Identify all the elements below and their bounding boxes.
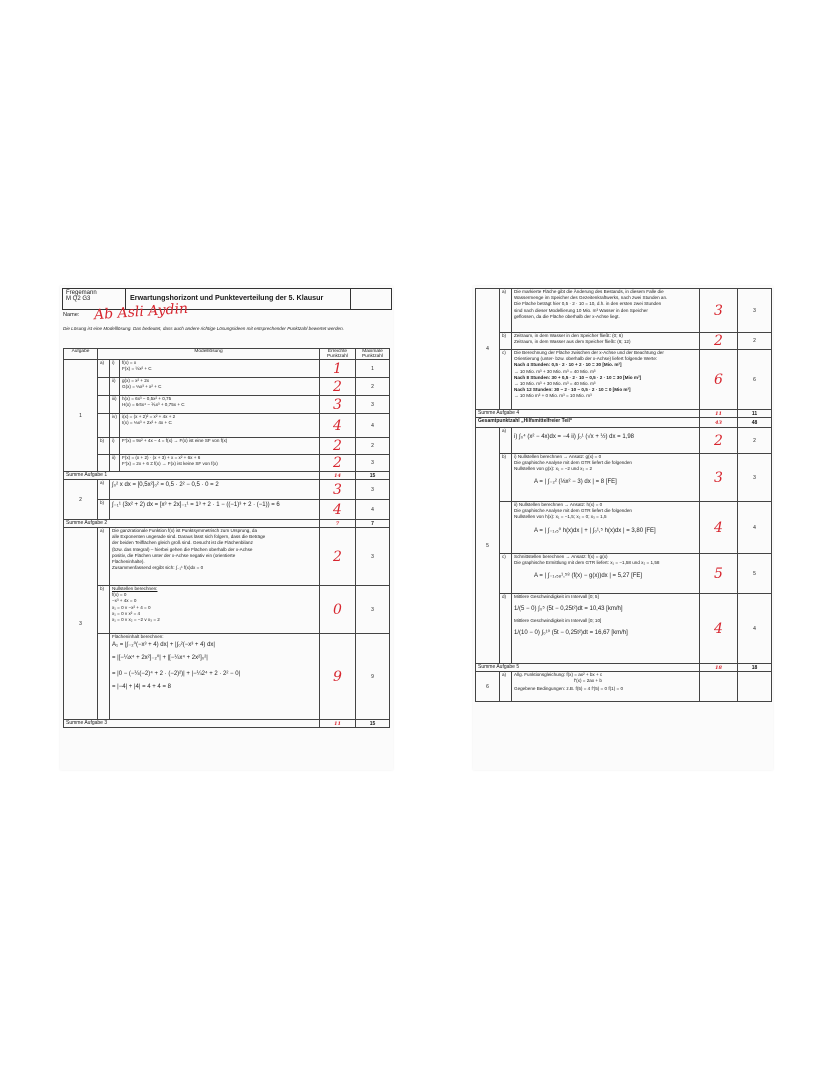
- solution-cell: [512, 428, 700, 454]
- row-label: c): [500, 554, 512, 594]
- sum-label: Summe Aufgabe 2: [64, 520, 320, 528]
- sum-achieved: 14: [320, 472, 356, 480]
- name-label: Name:: [63, 312, 80, 318]
- solution-line: f(x) = x: [122, 360, 137, 365]
- score-achieved: 3: [700, 289, 738, 333]
- score-achieved: 2: [320, 378, 356, 396]
- score-max: 3: [356, 396, 390, 414]
- solution-line: Nullstellen von h(x): x₁ = −1,5; x₂ = 0; x₃ = 1,5: [514, 514, 607, 520]
- sum-max: 15: [356, 472, 390, 480]
- solution-line: = |−4| + |4| = 4 + 4 = 8: [112, 684, 171, 691]
- table-row: [64, 500, 390, 520]
- row-label: a): [98, 360, 110, 378]
- row-sublabel: iv): [110, 414, 120, 438]
- score-achieved: 4: [700, 594, 738, 664]
- right-page: [473, 286, 773, 770]
- solution-line: Die graphische Analyse mit dem GTR liefert die folgenden: [514, 508, 632, 514]
- left-page: [60, 286, 393, 770]
- col-aufgabe: Aufgabe: [64, 349, 98, 360]
- solution-line: = |0 − (−¼(−2)⁴ + 2 · (−2)²)| + |−¼2⁴ + 2 · 2² − 0|: [112, 671, 241, 678]
- score-achieved: 4: [700, 502, 738, 554]
- solution-line: x₁ = 0 v x₂ = −2 v x₃ = 2: [112, 617, 160, 623]
- score-max: 6: [738, 350, 772, 410]
- solution-line: i) ∫₀⁴ (x² − 4x)dx = −4 ii) ∫₀¹ (√x + ½) dx = 1,98: [514, 434, 635, 440]
- solution-cell: [120, 438, 320, 455]
- score-achieved: 4: [320, 500, 356, 520]
- solution-cell: [120, 396, 320, 414]
- row-sublabel: ii): [110, 378, 120, 396]
- solution-line: Nach 8 Stunden: 30 + 0,5 · 2 · 10 − 0,5 · 2 · 10 = 30 [Mio m³]: [514, 374, 642, 380]
- row-label: a): [500, 289, 512, 333]
- solution-line: F'(x) = 2x + 6 ≠ f(x) → F(x) ist keine SF von f(x): [122, 461, 218, 467]
- sum-row: [64, 472, 390, 480]
- score-max: [738, 672, 772, 702]
- row-label: c): [500, 350, 512, 410]
- table-row: [64, 360, 390, 378]
- sum-achieved: 11: [700, 410, 738, 418]
- table-row: [64, 480, 390, 500]
- solution-line: Allg. Funktionsgleichung: f(x) = ax² + bx + c: [514, 672, 603, 677]
- solution-line: Nullstellen von g(x): x₁ = −2 und x₂ = 2: [514, 466, 593, 472]
- solution-line: Zusammenfassend ergibt sich: ∫₋₁¹ f(x)dx = 0: [112, 565, 204, 571]
- sum-max: 11: [738, 410, 772, 418]
- table-row: [64, 455, 390, 472]
- table-row: [476, 333, 772, 350]
- total-max: 48: [738, 418, 772, 428]
- score-achieved: [700, 672, 738, 702]
- row-sublabel: ii): [110, 455, 120, 472]
- score-max: 9: [356, 634, 390, 720]
- solution-line: A = | ∫₋₂² (⅓x² − 3) dx | = 8 [FE]: [534, 478, 617, 485]
- solution-line: g(x) = x² + 2x: [122, 378, 150, 383]
- row-sublabel: iii): [110, 396, 120, 414]
- score-achieved: 2: [320, 455, 356, 472]
- sum-max: 15: [356, 720, 390, 728]
- solution-line: A = | ∫₋₁,₅⁰ h(x)dx | + | ∫₀¹,⁵ h(x)dx | = 3,80 [FE]: [534, 527, 656, 534]
- score-achieved: 3: [700, 454, 738, 502]
- score-max: 3: [356, 528, 390, 586]
- sum-row: [476, 410, 772, 418]
- sum-label: Summe Aufgabe 4: [476, 410, 700, 418]
- solution-line: f'(x) = 2ax + b: [574, 678, 602, 684]
- aufgabe-number: 3: [64, 528, 98, 720]
- sum-achieved: 11: [320, 720, 356, 728]
- solution-line: x₁ = 0 v −x² + 4 = 0: [112, 604, 151, 610]
- score-max: 3: [738, 454, 772, 502]
- sum-row: [476, 664, 772, 672]
- row-label: a): [500, 672, 512, 702]
- solution-line: geflossen, da die Fläche oberhalb der x-Achse liegt.: [514, 313, 620, 319]
- solution-line: sind nach dieser Modellierung 10 Mio. m³ Wasser in den Speicher: [514, 307, 648, 313]
- solution-line: i(x) = (x + 2)² = x² + 4x + 2: [122, 414, 176, 419]
- table-row: [476, 350, 772, 410]
- solution-line: Die Berechnung der Fläche zwischen der x-Achse und der Beachtung der: [514, 350, 664, 355]
- total-row: [476, 418, 772, 428]
- solution-line: Zeitraum, in dem Wasser in den Speicher fließt: (0; 6): [514, 333, 623, 338]
- solution-line: I(x) = ⅓x³ + 2x² + 4x + C: [122, 420, 172, 426]
- solution-line: → 10 Mio. m³ + 30 Mio. m³ = 40 Mio. m³: [514, 381, 596, 387]
- solution-cell: [110, 500, 320, 520]
- page-title: Erwartungshorizont und Punkteverteilung der 5. Klausur: [130, 293, 324, 302]
- col-modell: Modelllösung: [98, 349, 320, 360]
- solution-line: → 10 Mio. m³ + 30 Mio. m³ = 40 Mio. m³: [514, 368, 596, 374]
- solution-line: G(x) = ⅓x³ + x² + C: [122, 384, 162, 390]
- table-row: [64, 438, 390, 455]
- solution-line: i) Nullstellen berechnen → Ansatz: g(x) = 0: [514, 454, 602, 459]
- score-max: 2: [738, 428, 772, 454]
- row-label: [98, 396, 110, 414]
- score-achieved: 2: [700, 333, 738, 350]
- col-erreicht: Erreichte Punktzahl: [320, 349, 356, 360]
- solution-line: −x³ + 4x = 0: [112, 598, 137, 604]
- solution-line: x₁ = 0 v x² = 4: [112, 610, 141, 616]
- aufgabe-number: 6: [476, 672, 500, 702]
- score-max: 3: [356, 586, 390, 634]
- course-code-line1: Fregemann: [66, 290, 97, 296]
- table-row: [476, 672, 772, 702]
- solution-cell: [512, 594, 700, 664]
- table-row: [64, 528, 390, 586]
- score-achieved: 6: [700, 350, 738, 410]
- solution-line: (bzw. das Integral) – hierbei gehen die Flächen oberhalb der x-Achse: [112, 546, 253, 552]
- intro-note: Die Lösung ist eine Modelllösung. Das bedeutet, dass auch andere richtige Lösungsideen mit entsprechender Punktzahl bewertet werden.: [63, 326, 344, 331]
- score-max: 2: [738, 333, 772, 350]
- total-achieved: 43: [700, 418, 738, 428]
- score-max: 4: [356, 500, 390, 520]
- row-label: d): [500, 594, 512, 664]
- solution-line: Die graphische Ermittlung mit dem GTR liefert: x₁ = −1,58 und x₂ = 1,58: [514, 560, 660, 566]
- solution-line: der beiden Teilflächen gleich groß sind. Gesucht ist die Flächenbilanz: [112, 540, 253, 546]
- score-max: 3: [356, 455, 390, 472]
- total-label: Gesamtpunktzahl „Hilfsmittelfreier Teil“: [476, 418, 700, 428]
- score-max: 2: [356, 438, 390, 455]
- row-label: b): [98, 438, 110, 455]
- solution-line: F(x) = (x + 2) · (x + 3) + x = x² + 6x + 6: [122, 455, 201, 460]
- solution-line: = |[−¼x⁴ + 2x²]₋₂⁰| + |[−¼x⁴ + 2x²]₀²|: [112, 655, 208, 662]
- solution-line: → 10 Mio m³ + 0 Mio. m³ = 10 Mio. m³: [514, 393, 592, 399]
- row-label: b): [98, 500, 110, 520]
- row-label: a): [98, 480, 110, 500]
- score-max: 3: [738, 289, 772, 333]
- row-sublabel: i): [110, 360, 120, 378]
- row-label: [98, 378, 110, 396]
- sum-label: Summe Aufgabe 1: [64, 472, 320, 480]
- handwritten-signature: Ab Asli Aydin: [93, 300, 189, 324]
- aufgabe-number: 4: [476, 289, 500, 410]
- solution-line: Die graphische Analyse mit dem GTR liefert die folgenden: [514, 460, 632, 466]
- table-row: [64, 634, 390, 720]
- solution-cell: [110, 528, 320, 586]
- solution-cell: [120, 360, 320, 378]
- row-label: [98, 634, 110, 720]
- row-label: a): [98, 528, 110, 586]
- row-label: [98, 455, 110, 472]
- row-label: [500, 502, 512, 554]
- score-max: 1: [356, 360, 390, 378]
- table-row: [476, 594, 772, 664]
- solution-cell: [512, 554, 700, 594]
- solution-cell: [512, 289, 700, 333]
- score-max: 5: [738, 554, 772, 594]
- score-achieved: 5: [700, 554, 738, 594]
- solution-line: Flächeninhalte).: [112, 559, 145, 565]
- grading-table-right: [475, 288, 772, 702]
- table-row: [64, 378, 390, 396]
- sum-max: 7: [356, 520, 390, 528]
- solution-line: Flächeninhalt berechnen:: [112, 634, 164, 639]
- table-row: [476, 502, 772, 554]
- solution-line: Wassermenge im Speicher des Gezeitenkraftwerks, nach zwei Stunden an.: [514, 295, 668, 301]
- solution-line: Mittlere Geschwindigkeit im Intervall [0; 5]: [514, 594, 599, 599]
- table-row: [476, 454, 772, 502]
- score-box: [350, 289, 391, 309]
- sum-label: Summe Aufgabe 5: [476, 664, 700, 672]
- table-row: [64, 414, 390, 438]
- score-max: 2: [356, 378, 390, 396]
- solution-cell: [512, 333, 700, 350]
- solution-line: A₁ = |∫₋₂⁰(−x³ + 4) dx| + |∫₀²(−x³ + 4) dx|: [112, 642, 215, 649]
- solution-line: H(x) = 6⁄4x⁴ − ⅙x³ + 0,75x + C: [122, 402, 185, 408]
- solution-line: Orientierung (unter- bzw. oberhalb der x-Achse) liefert folgende Werte:: [514, 356, 658, 362]
- solution-line: Zeitraum, in dem Wasser aus dem Speicher fließt: (6; 12): [514, 339, 631, 345]
- table-header-row: [64, 349, 390, 360]
- score-max: 4: [356, 414, 390, 438]
- solution-cell: [512, 502, 700, 554]
- solution-line: Schnittstellen berechnen → Ansatz: f(x) = g(x): [514, 554, 608, 559]
- sum-achieved: 7: [320, 520, 356, 528]
- table-row: [476, 428, 772, 454]
- row-label: a): [500, 428, 512, 454]
- score-achieved: 0: [320, 586, 356, 634]
- score-max: 4: [738, 594, 772, 664]
- score-achieved: 3: [320, 396, 356, 414]
- solution-line: Die markierte Fläche gibt die Änderung des Bestands, in diesem Falle die: [514, 289, 664, 294]
- solution-line: Nullstellen berechnen:: [112, 586, 158, 591]
- solution-line: F'(x) = 9x² + 4x − 4 = f(x) → F(x) ist eine SF von f(x): [122, 438, 228, 443]
- solution-line: f(x) = 0: [112, 592, 127, 598]
- solution-line: Mittlere Geschwindigkeit im Intervall [0; 10]: [514, 618, 602, 624]
- table-row: [476, 554, 772, 594]
- solution-cell: [512, 454, 700, 502]
- solution-cell: [120, 414, 320, 438]
- table-row: [64, 396, 390, 414]
- score-achieved: 9: [320, 634, 356, 720]
- aufgabe-number: 1: [64, 360, 98, 472]
- solution-cell: [512, 672, 700, 702]
- sum-achieved: 18: [700, 664, 738, 672]
- solution-cell: [512, 350, 700, 410]
- score-achieved: 4: [320, 414, 356, 438]
- score-max: 3: [356, 480, 390, 500]
- col-maximal: Maximale Punktzahl: [356, 349, 390, 360]
- score-achieved: 2: [320, 528, 356, 586]
- solution-cell: [110, 480, 320, 500]
- sum-row: [64, 720, 390, 728]
- solution-line: alle Exponenten ungerade sind. Daraus lässt sich folgern, dass die Beträge: [112, 534, 266, 540]
- score-achieved: 2: [320, 438, 356, 455]
- score-achieved: 2: [700, 428, 738, 454]
- solution-line: F(x) = ½x² + C: [122, 366, 152, 372]
- solution-line: ∫₋₁¹ (3x² + 2) dx = [x³ + 2x]₋₁¹ = 1³ + 2 · 1 − ((−1)³ + 2 · (−1)) = 6: [112, 502, 280, 508]
- solution-line: h(x) = 6x³ − 0,5x² + 0,75: [122, 396, 172, 401]
- score-achieved: 3: [320, 480, 356, 500]
- course-code-line2: M Q2 G3: [66, 296, 91, 303]
- row-sublabel: i): [110, 438, 120, 455]
- solution-line: positiv, die Flächen unter der x-Achse negativ ein (orientierte: [112, 552, 236, 558]
- solution-line: Die Fläche beträgt hier 0,5 · 2 · 10 = 10, d.h. in den ersten zwei Stunden: [514, 301, 662, 307]
- solution-line: Nach 4 Stunden: 0,5 · 2 · 10 + 2 · 10 = 30 [Mio. m³]: [514, 362, 622, 368]
- row-label: b): [500, 454, 512, 502]
- row-label: b): [98, 586, 110, 634]
- solution-cell: [120, 378, 320, 396]
- row-label: b): [500, 333, 512, 350]
- solution-line: Gegebene Bedingungen: z.B. f(5) = 4 f'(5) = 0 f(1) = 0: [514, 686, 624, 692]
- solution-line: Nach 12 Stunden: 30 − 2 · 10 − 0,5 · 2 · 10 = 0 [Mio m³]: [514, 387, 631, 393]
- solution-line: ii) Nullstellen berechnen → Ansatz: h(x) = 0: [514, 502, 603, 507]
- aufgabe-number: 2: [64, 480, 98, 520]
- solution-cell: [110, 586, 320, 634]
- solution-line: 1/(10 − 0) ∫₀¹⁰ (5t − 0,25t²)dt = 16,67 [km/h]: [514, 630, 628, 637]
- sum-max: 18: [738, 664, 772, 672]
- solution-line: Die ganzrationale Funktion f(x) ist Punktsymmetrisch zum Ursprung, da: [112, 528, 258, 533]
- table-row: [476, 289, 772, 333]
- sum-row: [64, 520, 390, 528]
- grading-table-left: [63, 348, 390, 728]
- solution-line: A = | ∫₋₁,₅₈¹,⁵⁸ (f(x) − g(x))dx | = 5,27 [FE]: [534, 573, 643, 580]
- solution-cell: [120, 455, 320, 472]
- score-max: 4: [738, 502, 772, 554]
- score-achieved: 1: [320, 360, 356, 378]
- row-label: [98, 414, 110, 438]
- solution-line: ∫₀² x dx = [0,5x²]₀² = 0,5 · 2² − 0,5 · 0 = 2: [112, 482, 219, 488]
- sum-label: Summe Aufgabe 3: [64, 720, 320, 728]
- solution-line: 1/(5 − 0) ∫₀⁵ (5t − 0,25t²)dt = 10,43 [km/h]: [514, 606, 623, 613]
- solution-cell: [110, 634, 320, 720]
- table-row: [64, 586, 390, 634]
- aufgabe-number: 5: [476, 428, 500, 664]
